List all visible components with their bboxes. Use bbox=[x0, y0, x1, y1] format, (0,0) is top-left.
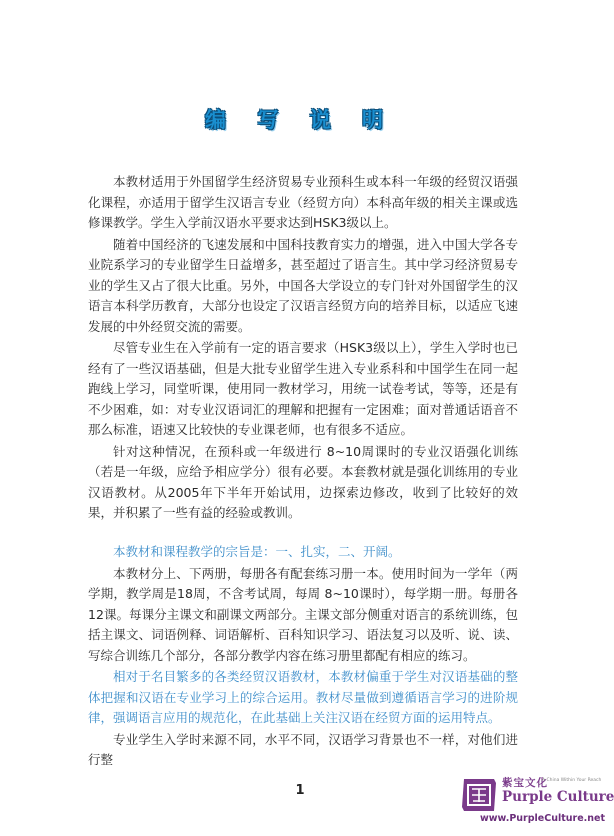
paragraph-solution: 针对这种情况，在预科或一年级进行 8~10周课时的专业汉语强化训练（若是一年级，应给予相应学分）很有必要。本套教材就是强化训练用的专业汉语教材。从2005年下半年开始试用，边探索边修改，收到了比较好的效果，并积累了一些有益的经验或教训。 bbox=[88, 443, 518, 520]
page-number: 1 bbox=[295, 783, 305, 798]
intro-section bbox=[88, 172, 518, 525]
logo-chinese-text: 紫宝文化 bbox=[502, 777, 548, 789]
paragraph-continued: 专业学生入学时来源不同，水平不同，汉语学习背景也不一样，对他们进行整 bbox=[88, 731, 518, 767]
paragraph-background: 随着中国经济的飞速发展和中国科技教育实力的增强，进入中国大学各专业院系学习的专业留学生日益增多，甚至超过了语言生。其中学习经济贸易专业的学生又占了很大比重。另外，中国各大学设立的专门针对外国留学生的汉语言本科学历教育，大部分也设定了汉语言经贸方向的培养目标，以适应飞速发展的中外经贸交流的需要。 bbox=[88, 236, 518, 334]
paragraph-difficulties: 尽管专业生在入学前有一定的语言要求（HSK3级以上），学生入学时也已经有了一些汉语基础，但是大批专业留学生进入专业系科和中国学生在同一起跑线上学习，同堂听课，使用同一教材学习，用统一试卷考试，等等，还是有不少困难，如：对专业汉语词汇的理解和把握有一定困难；面对普通话语音不那么标准，语速又比较快的专业课老师，也有很多不适应。 bbox=[88, 340, 518, 437]
page-title: 编 写 说 明 bbox=[205, 107, 395, 132]
paragraph-scope: 本教材适用于外国留学生经济贸易专业预科生或本科一年级的经贸汉语强化课程，亦适用于留学生汉语言专业（经贸方向）本科高年级的相关主课或选修课教学。学生入学前汉语水平要求达到HSK3级以上。 bbox=[88, 174, 518, 230]
logo-brand-name: Purple Culture bbox=[502, 789, 614, 805]
paragraph-aim: 本教材和课程教学的宗旨是：一、扎实，二、开阔。 bbox=[113, 544, 401, 559]
logo-url: www.PurpleCulture.net bbox=[480, 813, 606, 824]
stamp-icon bbox=[458, 775, 500, 815]
logo-tagline: A China Within Your Reach bbox=[542, 778, 602, 783]
publisher-logo bbox=[458, 773, 614, 829]
structure-section bbox=[88, 542, 518, 772]
paragraph-structure: 本教材分上、下两册，每册各有配套练习册一本。使用时间为一学年（两学期，教学周是18周，不含考试周，每周 8~10课时），每学期一册。每册各12课。每课分主课文和副课文两部分。主课文部分侧重对语言的系统训练，包括主课文、词语例释、词语解析、百科知识学习、语法复习以及听、说、读、写综合训练几个部分，各部分教学内容在练习册里都配有相应的练习。 bbox=[88, 565, 518, 663]
paragraph-focus: 相对于名目繁多的各类经贸汉语教材，本教材偏重于学生对汉语基础的整体把握和汉语在专业学习上的综合运用。教材尽量做到遵循语言学习的进阶规律，强调语言应用的规范化，在此基础上关注汉语在经贸方面的运用特点。 bbox=[88, 669, 518, 725]
